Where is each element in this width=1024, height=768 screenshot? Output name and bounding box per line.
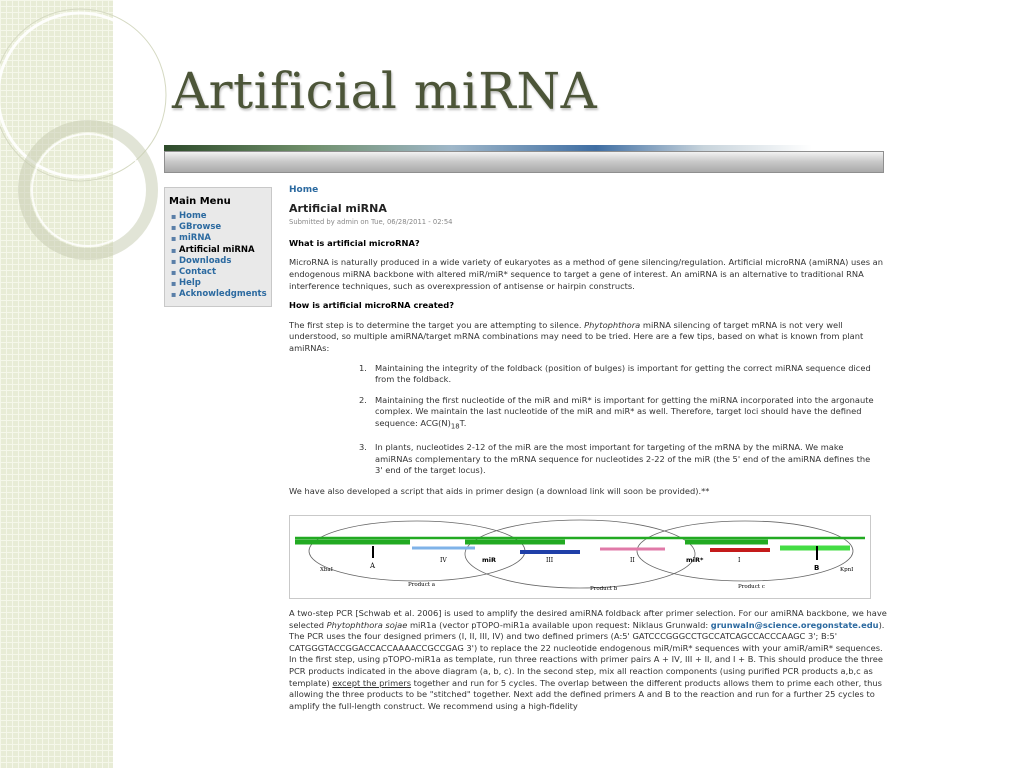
page-title: Artificial miRNA: [289, 201, 387, 215]
label-mir: miR: [482, 556, 497, 564]
page-content: [289, 185, 889, 498]
p4-text-d: ). The PCR uses the four designed primers (I, II, III, IV) and two defined primers (A:5' GATCCCGGGCCTGCCATCAGCCACCCAAGC 3'; B:5' CATGGGTACCGGACCACCAAAACCGCCGAG 3') to replace the 22 nucleotide endogenous miR/miR* sequences with your amiR/amiR* sequences. In the first step, using pTOPO-miR1a as template, run three reactions with primer pairs A + IV, III + II, and I + B. This should produce the three PCR products indicated in the above diagram (a, b, c). In the second step, mix all reaction components (using purified PCR products a,b,c as template): [289, 619, 885, 688]
pcr-diagram: [289, 515, 871, 599]
menu-item-gbrowse[interactable]: ▪ GBrowse: [169, 222, 267, 233]
list-text: In plants, nucleotides 2-12 of the miR are the most important for targeting of the mRNA by the miRNA. We make amiRNAs complementary to the mRNA sequence for nucleotides 2-22 of the miR (the 5' end of the amiRNA defines the 3' end of the target locus).: [375, 442, 871, 476]
paragraph-script-note: We have also developed a script that aids in primer design (a download link will soon be provided).**: [289, 485, 710, 496]
list-item: [359, 442, 879, 477]
tips-list: [359, 363, 879, 477]
email-link[interactable]: grunwaln@science.oregonstate.edu: [710, 619, 879, 630]
pcr-description: [289, 608, 889, 712]
p2-text-a: The first step is to determine the target you are attempting to silence.: [289, 319, 585, 330]
p2-italic: Phytophthora: [584, 319, 641, 330]
label-b: B: [814, 564, 820, 572]
label-iii: III: [546, 557, 554, 564]
list-number: 3.: [359, 442, 367, 453]
list-number: 2.: [359, 394, 367, 405]
menu-item-acknowledgments[interactable]: ▪ Acknowledgments: [169, 289, 267, 300]
menu-item-help[interactable]: ▪ Help: [169, 278, 267, 289]
label-mir-star: miR*: [686, 556, 704, 564]
menu-item-mirna[interactable]: ▪ miRNA: [169, 233, 267, 244]
product-a-ellipse: [309, 521, 525, 581]
label-product-c: Product c: [738, 584, 765, 590]
menu-item-home[interactable]: ▪ Home: [169, 211, 267, 222]
label-kpni: KpnI: [840, 567, 854, 573]
menu-item-artificial-mirna[interactable]: ▪ Artificial miRNA: [169, 245, 267, 256]
label-ii: II: [630, 557, 635, 564]
list-text: Maintaining the integrity of the foldback (position of bulges) is important for getting the correct miRNA sequence diced from the foldback.: [375, 362, 871, 385]
label-iv: IV: [440, 557, 447, 564]
p4-underline: except the primers: [332, 677, 412, 688]
label-a: A: [370, 562, 376, 570]
p4-text-a: A two-step PCR [Schwab et al. 2006] is used to amplify the desired amiRNA foldback after primer selection. For our amiRNA backbone, we have selected: [289, 608, 887, 630]
list-number: 1.: [359, 362, 367, 373]
label-product-b: Product b: [590, 586, 618, 592]
label-product-a: Product a: [408, 582, 436, 588]
heading-how-created: How is artificial microRNA created?: [289, 300, 455, 311]
list-text-tail: T.: [459, 417, 467, 428]
subscript: 18: [450, 422, 460, 431]
p4-italic: Phytophthora sojae: [326, 619, 408, 630]
submitted-info: Submitted by admin on Tue, 06/28/2011 - 02:54: [289, 218, 453, 227]
label-i: I: [738, 557, 741, 564]
list-item: [359, 363, 879, 386]
banner-bar: [164, 151, 884, 173]
paragraph-intro: MicroRNA is naturally produced in a wide variety of eukaryotes as a method of gene silencing/regulation. Artificial microRNA (amiRNA) uses an endogenous miRNA backbone with altered miR/miR* sequence to target a gene of interest. An amiRNA is an alternative to traditional RNA interference techniques, such as overexpression of antisense or hairpin constructs.: [289, 257, 884, 291]
list-item: [359, 395, 879, 433]
heading-what-is: What is artificial microRNA?: [289, 237, 420, 248]
site-banner: [164, 145, 884, 173]
main-menu: [164, 187, 272, 307]
paragraph-pcr: [289, 608, 889, 712]
list-text-with-subscript: [375, 395, 879, 433]
menu-item-downloads[interactable]: ▪ Downloads: [169, 256, 267, 267]
p2-text-c: miRNA silencing of target mRNA is not very well understood, so multiple amiRNA/target mRNA combinations may need to be tried. Here are a few tips, based on what is known from plant amiRNAs:: [289, 319, 864, 353]
menu-item-contact[interactable]: ▪ Contact: [169, 267, 267, 278]
p4-text-e: together and run for 5 cycles. The overlap between the different products allows them to prime each other, thus allowing the three products to be "stitched" together. Next add the defined primers A and B to the reaction and run for a further 25 cycles to amplify the full-length construct. We recommend using a high-fidelity: [289, 677, 882, 711]
label-xbai: XbaI: [320, 567, 333, 573]
p4-text-c: miR1a (vector pTOPO-miR1a available upon request: Niklaus Grunwald:: [407, 619, 711, 630]
list-text: Maintaining the first nucleotide of the miR and miR* is important for getting the miRNA incorporated into the argonaute complex. We maintain the last nucleotide of the miR and miR* as well. Therefore, target loci should have the defined sequence: ACG(N): [375, 394, 874, 428]
breadcrumb-home-link[interactable]: Home: [289, 185, 319, 195]
pcr-diagram-svg: [290, 516, 870, 598]
main-menu-title: Main Menu: [169, 196, 231, 207]
slide-title: Artificial miRNA: [172, 62, 598, 120]
paragraph-first-step: [289, 320, 889, 355]
